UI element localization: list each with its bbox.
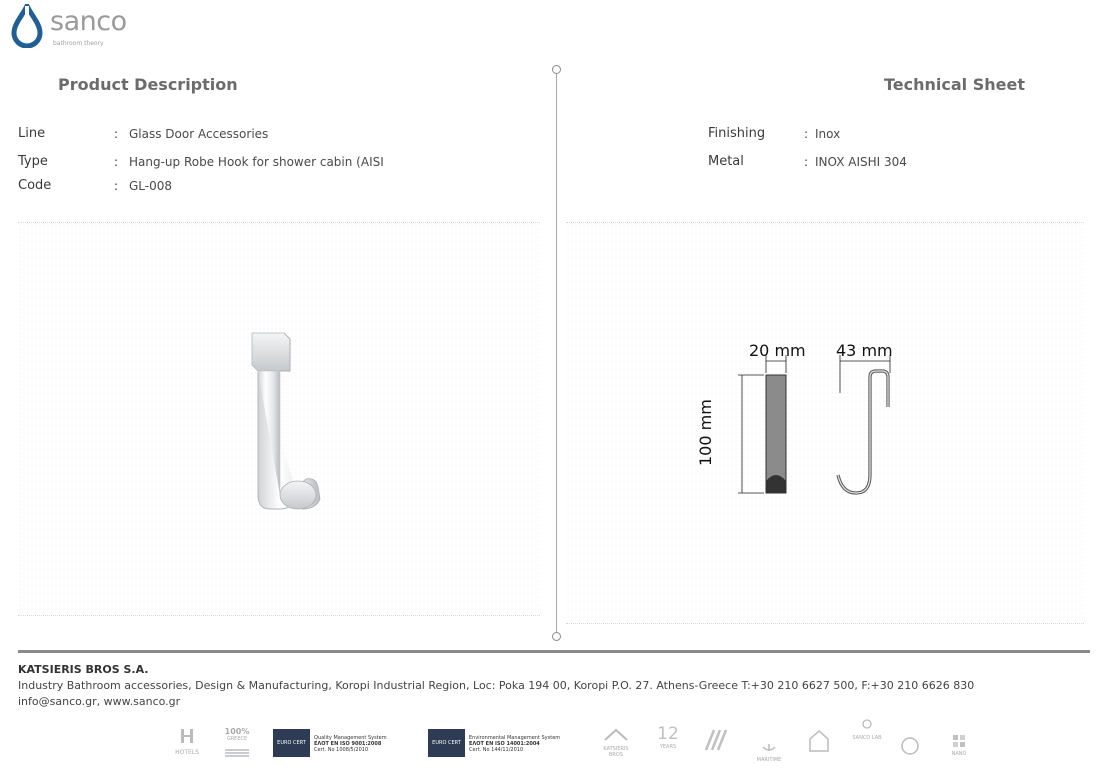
greece-label: GREECE xyxy=(226,736,248,742)
qms-title: Quality Management System xyxy=(314,735,387,741)
field-metal-label: Metal xyxy=(708,154,744,169)
years-label: YEARS xyxy=(659,744,677,750)
hotels-label: HOTELS xyxy=(175,749,199,756)
cert-sanco-lab xyxy=(852,716,882,756)
depth-dimension-label: 43 mm xyxy=(836,341,893,360)
company-name: KATSIERIS BROS S.A. xyxy=(18,663,149,676)
hotels-icon xyxy=(179,727,195,745)
product-description-heading: Product Description xyxy=(58,75,238,94)
qms-standard: ΕΛΟΤ EN ISO 9001:2008 xyxy=(314,741,382,747)
divider-bottom-dot xyxy=(552,632,561,641)
years-number: 12 xyxy=(657,724,679,744)
anchor-icon xyxy=(761,743,777,753)
nano-label: NANO xyxy=(951,751,967,757)
cert-maritime xyxy=(752,738,786,763)
maritime-label: MARITIME xyxy=(756,757,782,763)
field-line-label: Line xyxy=(18,126,46,141)
cert-shield xyxy=(808,729,830,755)
greece-percent: 100% xyxy=(224,727,250,736)
field-separator: : xyxy=(114,155,119,169)
dimension-drawing xyxy=(716,333,936,513)
divider-top-dot xyxy=(552,65,561,74)
brand-logo[interactable] xyxy=(10,4,150,50)
cert-round xyxy=(900,736,920,756)
field-separator: : xyxy=(804,155,809,169)
cert-nano xyxy=(944,732,974,756)
field-separator: : xyxy=(114,179,119,193)
brand-name: sanco xyxy=(50,6,127,37)
robe-hook-image xyxy=(240,327,340,527)
center-divider xyxy=(556,70,557,637)
width-dimension-label: 20 mm xyxy=(749,341,806,360)
field-finishing-label: Finishing xyxy=(708,126,766,141)
roof-icon xyxy=(603,728,629,742)
cert-environment xyxy=(428,729,578,757)
field-finishing-value: Inox xyxy=(815,127,841,141)
lightbulb-icon xyxy=(859,717,875,731)
cert-greece xyxy=(222,727,252,757)
house-shield-icon xyxy=(808,729,830,753)
cert-quality xyxy=(273,729,413,757)
company-address: Industry Bathroom accessories, Design & Manufacturing, Koropi Industrial Region, Loc: Poka 194 00, Koropi P.O. 27. Athens-Greece T:+30 210 6627 500, F:+30 210 6626 830 xyxy=(18,679,975,692)
eurocert-badge: EURO CERT xyxy=(273,729,310,757)
technical-sheet-heading: Technical Sheet xyxy=(884,75,1025,94)
stripes-icon xyxy=(704,728,728,752)
field-separator: : xyxy=(804,127,809,141)
cert-hotels xyxy=(172,727,202,757)
field-line-value: Glass Door Accessories xyxy=(129,127,269,141)
nano-grid-icon xyxy=(953,735,965,747)
company-contacts[interactable]: info@sanco.gr, www.sanco.gr xyxy=(18,695,181,708)
ems-cert-number: Cert. No 144/11/2010 xyxy=(469,747,524,753)
ems-standard: ΕΛΟΤ EN ISO 14001:2004 xyxy=(469,741,540,747)
cert-profile xyxy=(704,728,730,756)
cert-years xyxy=(654,724,682,756)
field-code-value: GL-008 xyxy=(129,179,173,193)
brand-tagline: bathroom theory xyxy=(53,40,104,47)
field-type-value: Hang-up Robe Hook for shower cabin (AISI xyxy=(129,155,384,169)
field-type-label: Type xyxy=(18,154,48,169)
qms-cert-number: Cert. No 1008/5/2010 xyxy=(314,747,369,753)
greek-flag-icon xyxy=(225,749,249,757)
product-image-panel xyxy=(18,222,540,616)
sanco-lab-label: SANCO LAB xyxy=(852,735,882,741)
field-code-label: Code xyxy=(18,178,52,193)
technical-drawing-panel xyxy=(566,222,1084,624)
height-dimension-label: 100 mm xyxy=(696,399,715,466)
eurocert-badge: EURO CERT xyxy=(428,729,465,757)
field-separator: : xyxy=(114,127,119,141)
cert-katsieris xyxy=(598,727,634,757)
footer-separator xyxy=(18,650,1090,653)
round-seal-icon xyxy=(900,736,920,756)
field-metal-value: INOX AISHI 304 xyxy=(815,155,907,169)
katsieris-label: KATSIERIS BROS xyxy=(603,746,629,758)
ems-title: Environmental Management System xyxy=(469,735,561,741)
water-drop-icon xyxy=(10,4,44,48)
